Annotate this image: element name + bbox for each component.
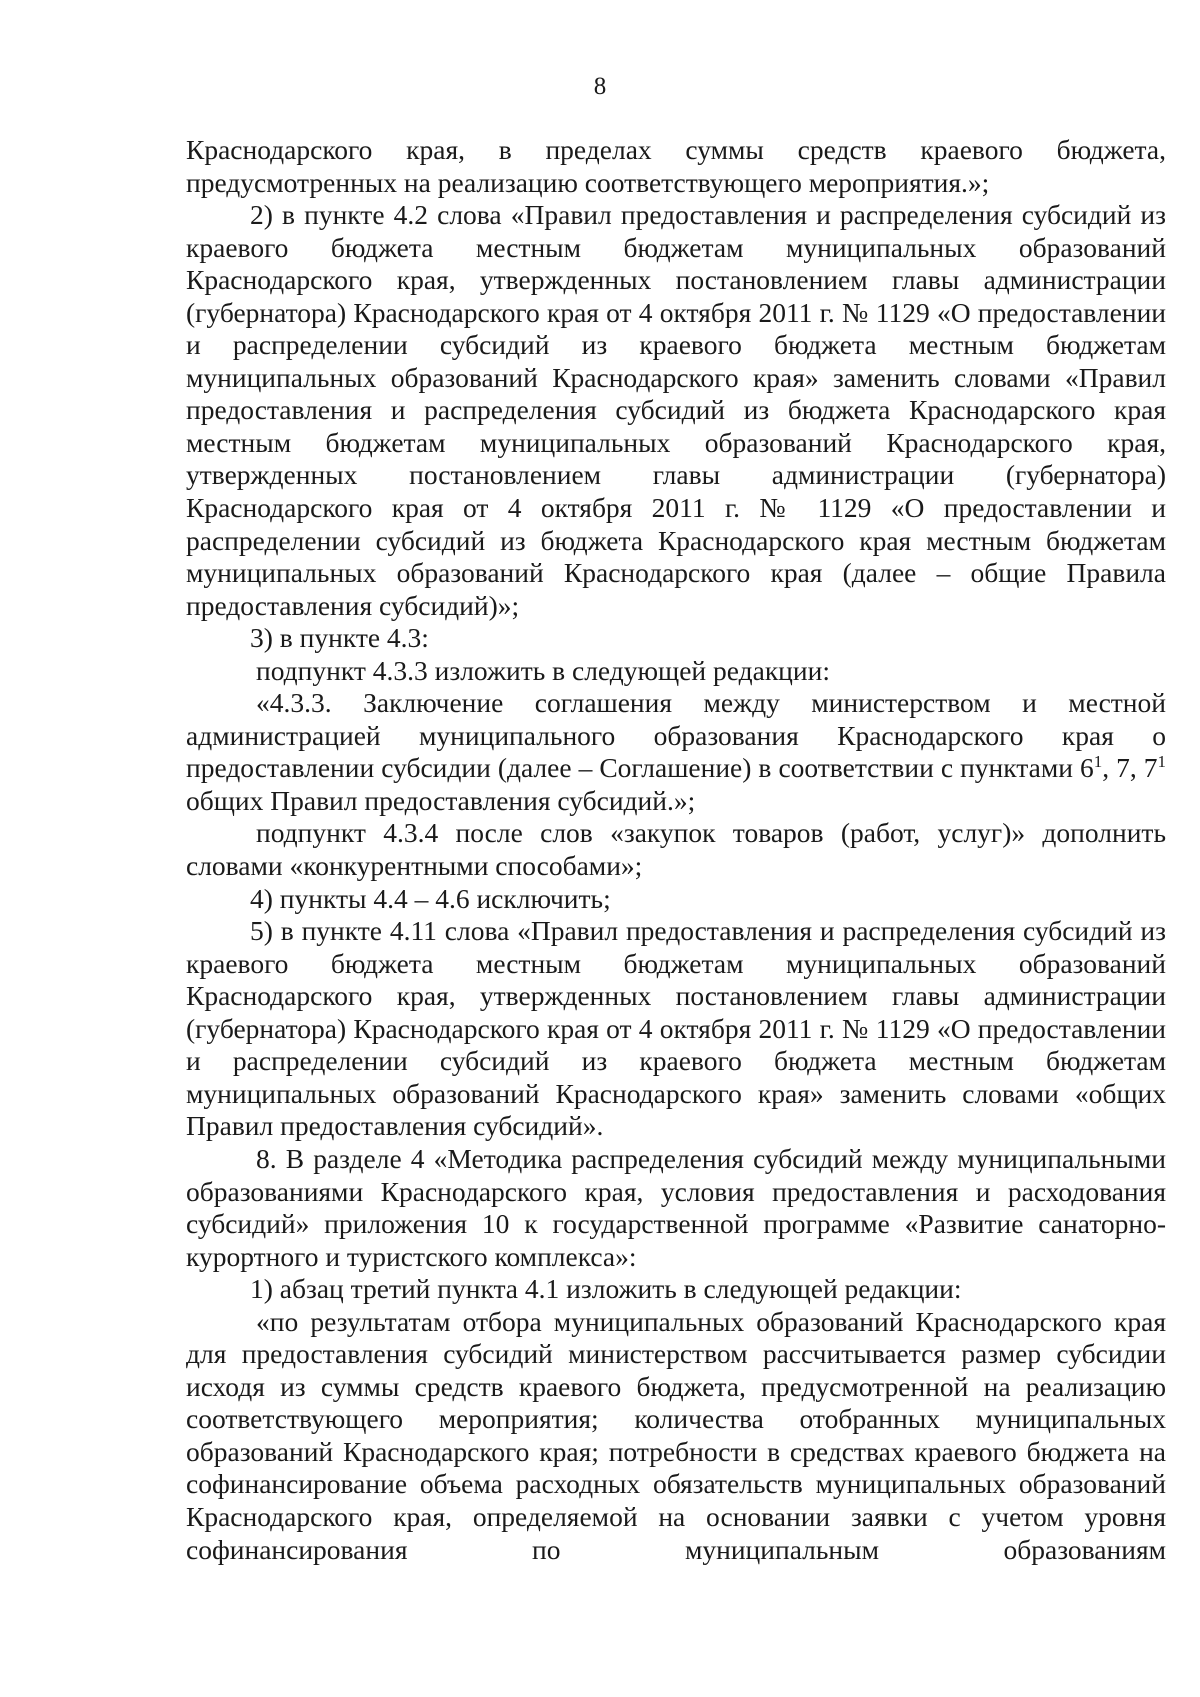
paragraph-continuation: Краснодарского края, в пределах суммы средств краевого бюджета, предусмотренных на реализацию соответствующего мероприятия.»; xyxy=(186,134,1166,198)
subitem-4-3-3-text-middle: , 7, 7 xyxy=(1102,752,1158,784)
paragraph-subitem-4-3-3-intro: подпункт 4.3.3 изложить в следующей редакции: xyxy=(256,654,830,686)
paragraph-item-5: 5) в пункте 4.11 слова «Правил предоставления и распределения субсидий из краевого бюджета местным бюджетам муниципальных образований Краснодарского края, утвержденных постановлением главы администрации (губернатора) Краснодарского края от 4 октября 2011 г. № 1129 «О предоставлении и распределении субсидий из краевого бюджета местным бюджетам муниципальных образований Краснодарского края» заменить словами «общих Правил предоставления субсидий». xyxy=(186,915,1166,1142)
paragraph-section-8: 8. В разделе 4 «Методика распределения субсидий между муниципальными образованиями Краснодарского края, условия предоставления и расходования субсидий» приложения 10 к государственной программе «Развитие санаторно-курортного и туристского комплекса»: xyxy=(186,1142,1166,1272)
paragraph-subitem-4-3-4: подпункт 4.3.4 после слов «закупок товаров (работ, услуг)» дополнить словами «конкурентными способами»; xyxy=(186,817,1166,882)
paragraph-subitem-4-3-3-text xyxy=(186,687,1166,817)
paragraph-item-2: 2) в пункте 4.2 слова «Правил предоставления и распределения субсидий из краевого бюджета местным бюджетам муниципальных образований Краснодарского края, утвержденных постановлением главы администрации (губернатора) Краснодарского края от 4 октября 2011 г. № 1129 «О предоставлении и распределении субсидий из краевого бюджета местным бюджетам муниципальных образований Краснодарского края» заменить словами «Правил предоставления и распределения субсидий из бюджета Краснодарского края местным бюджетам муниципальных образований Краснодарского края, утвержденных постановлением главы администрации (губернатора) Краснодарского края от 4 октября 2011 г. № 1129 «О предоставлении и распределении субсидий из бюджета Краснодарского края местным бюджетам муниципальных образований Краснодарского края (далее – общие Правила предоставления субсидий)»; xyxy=(186,199,1166,621)
superscript-one: 1 xyxy=(1093,752,1103,772)
document-body xyxy=(186,134,1166,1566)
subitem-4-3-3-text-end: общих Правил предоставления субсидий.»; xyxy=(186,784,696,816)
subitem-4-3-3-text-start: «4.3.3. Заключение соглашения между министерством и местной администрацией муниципального образования Краснодарского края о предоставлении субсидии (далее – Соглашение) в соответствии с пунктами 6 xyxy=(186,687,1166,784)
paragraph-item-1: 1) абзац третий пункта 4.1 изложить в следующей редакции: xyxy=(250,1273,962,1305)
paragraph-quoted-text: «по результатам отбора муниципальных образований Краснодарского края для предоставления субсидий министерством рассчитывается размер субсидии исходя из суммы средств краевого бюджета, предусмотренной на реализацию соответствующего мероприятия; количества отобранных муниципальных образований Краснодарского края; потребности в средствах краевого бюджета на софинансирование объема расходных обязательств муниципальных образований Краснодарского края, определяемой на основании заявки с учетом уровня софинансирования по муниципальным образованиям xyxy=(186,1305,1166,1565)
page-number: 8 xyxy=(593,73,607,100)
superscript-one-second: 1 xyxy=(1157,752,1166,772)
paragraph-item-4: 4) пункты 4.4 – 4.6 исключить; xyxy=(250,882,611,914)
paragraph-item-3: 3) в пункте 4.3: xyxy=(250,622,429,654)
